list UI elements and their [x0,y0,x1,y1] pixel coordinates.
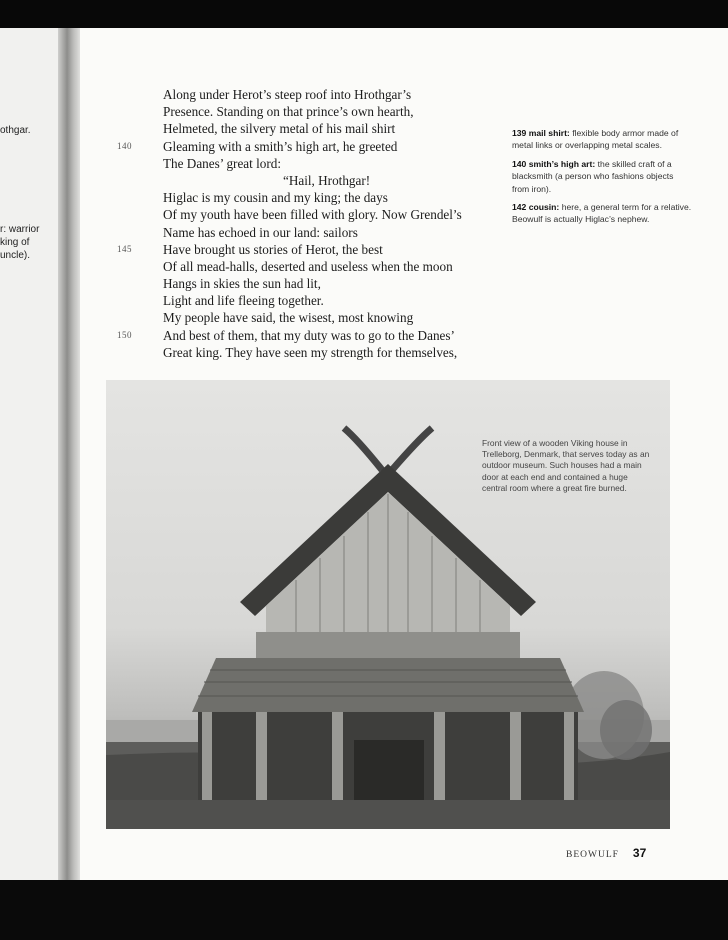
poem-line [163,189,523,206]
margin-notes [512,127,692,232]
note-term: 142 cousin: [512,202,560,213]
facing-page-fragment: othgar. [0,125,31,136]
facing-page-fragment: r: warrior [0,224,40,235]
page-footer [566,844,646,862]
line-text: Helmeted, the silvery metal of his mail shirt [163,121,396,137]
margin-note [512,201,692,226]
poem-line [163,344,523,361]
facing-page-fragment: king of [0,237,30,248]
line-text: Name has echoed in our land: sailors [163,224,358,240]
scan-bottom-border [0,880,728,940]
poem-line [163,86,523,103]
line-text: Hangs in skies the sun had lit, [163,276,321,292]
note-text: flexible body armor made of metal links or overlapping metal scales. [512,128,679,151]
note-term: 140 smith’s high art: [512,158,596,169]
facing-page-edge [0,28,62,880]
line-text: Higlac is my cousin and my king; the days [163,190,388,206]
poem-line [163,120,523,137]
book-page [80,28,728,880]
page-number: 37 [632,846,647,860]
poem-line [163,292,523,309]
poem-line [117,241,523,258]
margin-note [512,158,692,195]
note-term: 139 mail shirt: [512,128,570,138]
poem-line [163,275,523,292]
poem-line [117,327,523,344]
poem-line [163,172,523,189]
poem-line [117,138,523,155]
running-head: BEOWULF [566,850,619,860]
poem-line [163,224,523,241]
line-text: Have brought us stories of Herot, the best [163,241,383,257]
facing-page-fragment: uncle). [0,250,31,261]
note-text: here, a general term for a relative. Beowulf is actually Higlac’s nephew. [512,202,692,225]
line-text: Of all mead-halls, deserted and useless when the moon [163,258,453,274]
line-number: 140 [117,140,132,151]
line-text: Light and life fleeing together. [163,293,324,309]
line-text: And best of them, that my duty was to go to the Danes’ [163,327,455,343]
line-text: “Hail, Hrothgar! [283,172,371,188]
note-text: the skilled craft of a blacksmith (a person who fashions objects from iron). [512,158,674,194]
line-number: 150 [117,329,132,340]
viking-house-photo [106,380,670,829]
poem-line [163,103,523,120]
poem-line [163,258,523,275]
photo-caption: Front view of a wooden Viking house in Trelleborg, Denmark, that serves today as an outdoor museum. Such houses had a main door at each end and contained a huge central room where a great fire burned. [482,438,650,493]
line-number: 145 [117,243,132,254]
line-text: Of my youth have been filled with glory. Now Grendel’s [163,207,462,223]
poem-text [117,86,523,361]
poem-line [163,309,523,326]
margin-note [512,127,692,152]
scan-top-border [0,0,728,28]
poem-line [163,206,523,223]
line-text: The Danes’ great lord: [163,155,282,171]
line-text: Presence. Standing on that prince’s own hearth, [163,104,414,120]
line-text: My people have said, the wisest, most knowing [163,310,414,326]
line-text: Great king. They have seen my strength for themselves, [163,344,458,360]
line-text: Along under Herot’s steep roof into Hrothgar’s [163,87,412,102]
line-text: Gleaming with a smith’s high art, he greeted [163,138,398,154]
poem-line [163,155,523,172]
